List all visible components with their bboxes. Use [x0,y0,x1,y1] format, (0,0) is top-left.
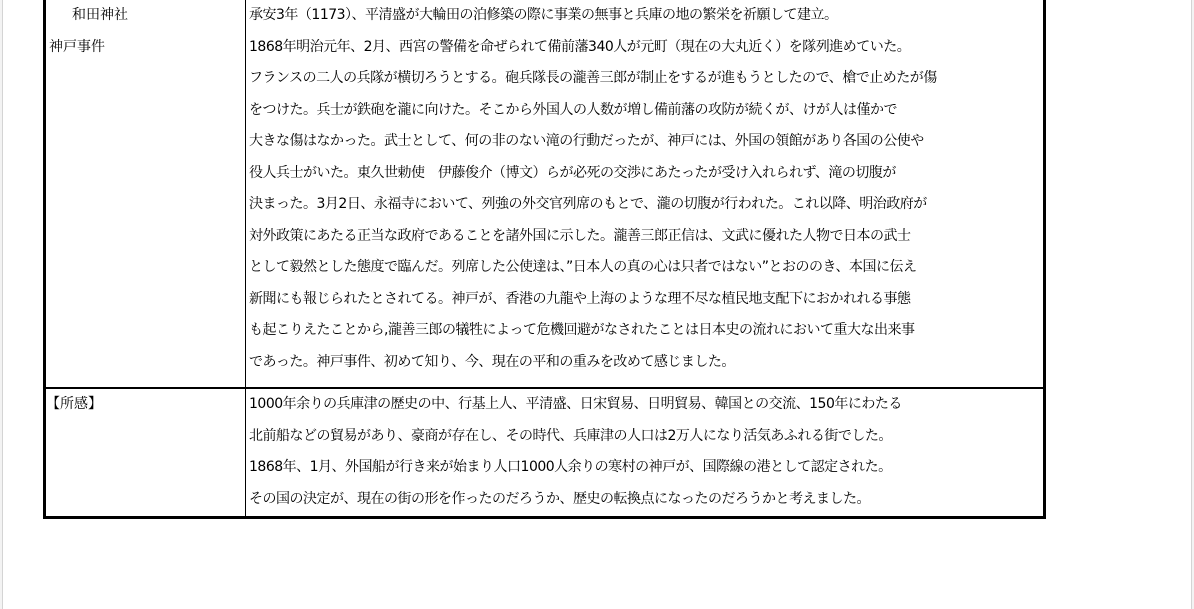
text-line: 1868年明治元年、2月、西宮の警備を命ぜられて備前藩340人が元町（現在の大丸近く）を隊列進めていた。 [249,38,911,55]
text-line: その国の決定が、現在の街の形を作ったのだろうか、歴史の転換点になったのだろうかと考えました。 [249,490,870,507]
label-kobe-incident: 神戸事件 [49,38,105,55]
text-line: 決まった。3月2日、永福寺において、列強の外交官列席のもとで、瀧の切腹が行われた。これ以降、明治政府が [249,196,927,212]
text-line: 承安3年（1173）、平清盛が大輪田の泊修築の際に事業の無事と兵庫の地の繁栄を祈願して建立。 [249,7,838,23]
text-line: 1868年、1月、外国船が行き来が始まり人口1000人余りの寒村の神戸が、国際線の港として認定された。 [249,459,892,475]
label-cell [45,0,246,388]
content-cell [246,0,1045,388]
text-line: 役人兵士がいた。東久世勅使 伊藤俊介（博文）らが必死の交渉にあたったが受け入れられず、滝の切腹が [249,164,896,181]
text-line: も起こりえたことから,瀧善三郎の犠牲によって危機回避がなされたことは日本史の流れにおいて重大な出来事 [249,322,915,338]
label-cell [45,388,246,518]
label-impressions: 【所感】 [46,396,102,412]
table-row [45,0,1045,388]
text-line: 北前船などの貿易があり、豪商が存在し、その時代、兵庫津の人口は2万人になり活気あふれる街でした。 [249,427,892,444]
text-line: として毅然とした態度で臨んだ。列席した公使達は、”日本人の真の心は只者ではない”とおののき、本国に伝え [249,259,917,275]
text-line: をつけた。兵士が鉄砲を瀧に向けた。そこから外国人の人数が増し備前藩の攻防が続くが、けが人は僅かで [249,101,897,118]
content-cell [246,388,1045,518]
text-line: 1000年余りの兵庫津の歴史の中、行基上人、平清盛、日宋貿易、日明貿易、韓国との交流、150年にわたる [249,396,902,412]
text-line: フランスの二人の兵隊が横切ろうとする。砲兵隊長の瀧善三郎が制止をするが進もうとしたので、槍で止めたが傷 [249,70,937,86]
text-line: 対外政策にあたる正当な政府であることを諸外国に示した。瀧善三郎正信は、文武に優れた人物で日本の武士 [249,227,911,244]
text-line: 大きな傷はなかった。武士として、何の非のない滝の行動だったが、神戸には、外国の領館があり各国の公使や [249,133,924,149]
document-page [2,0,1192,609]
text-line: 新聞にも報じられたとされてる。神戸が、香港の九龍や上海のような理不尽な植民地支配下におかれれる事態 [249,290,911,307]
table-row [45,388,1045,518]
label-wada-shrine: 和田神社 [72,7,128,23]
text-line: であった。神戸事件、初めて知り、今、現在の平和の重みを改めて感じました。 [249,353,735,370]
report-table [43,0,1046,519]
